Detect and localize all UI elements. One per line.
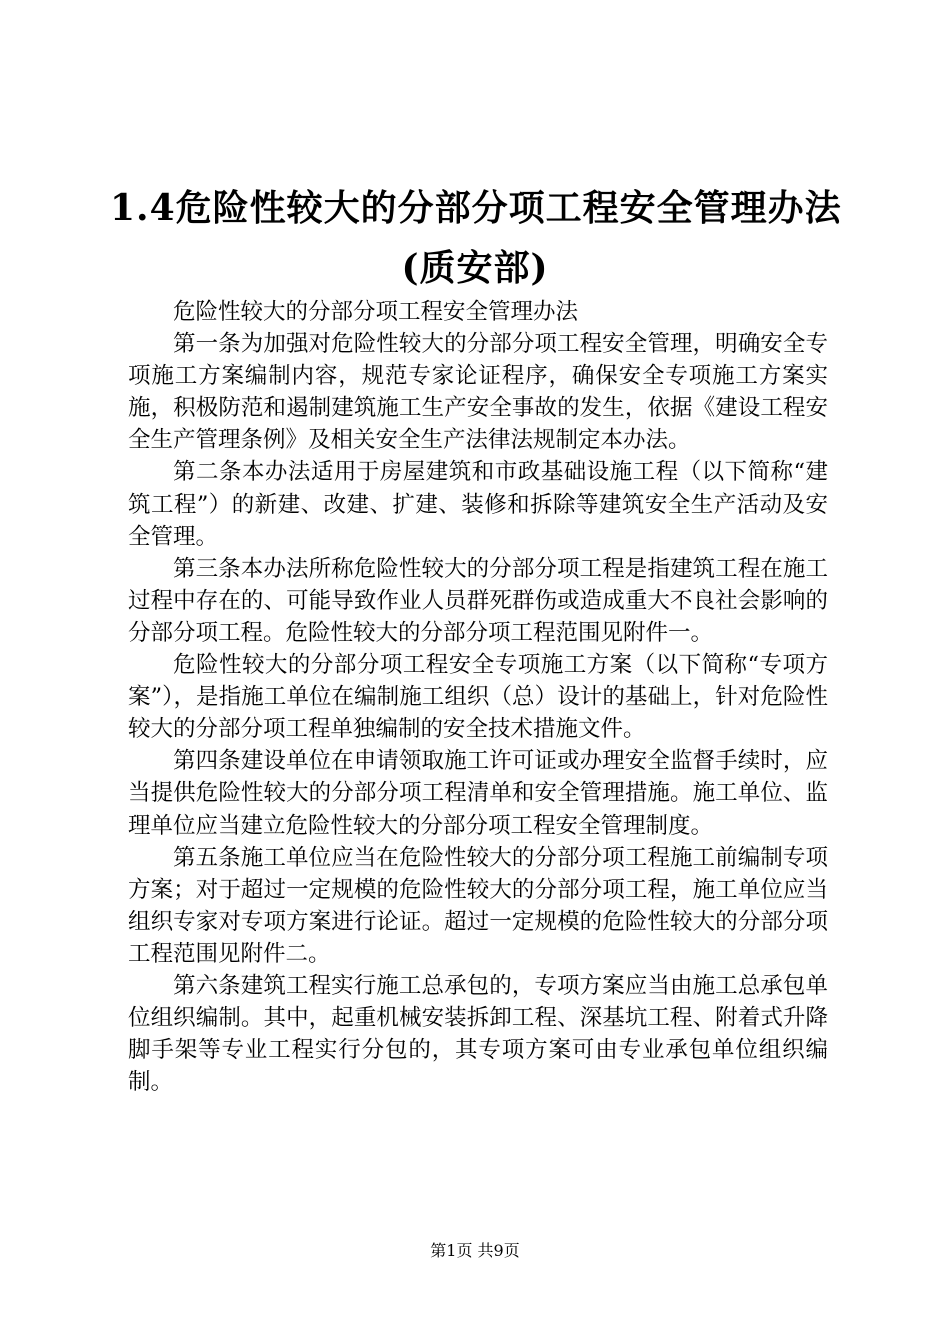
paragraph-article-4: 第四条建设单位在申请领取施工许可证或办理安全监督手续时，应当提供危险性较大的分部分项工程清单和安全管理措施。施工单位、监理单位应当建立危险性较大的分部分项工程安全管理制度。 [128,748,828,839]
paragraph-heading: 危险性较大的分部分项工程安全管理办法 [173,299,579,325]
document-subtitle: (质安部) [401,247,549,289]
paragraph-article-6: 第六条建筑工程实行施工总承包的，专项方案应当由施工总承包单位组织编制。其中，起重机械安装拆卸工程、深基坑工程、附着式升降脚手架等专业工程实行分包的，其专项方案可由专业承包单位组织编制。 [128,972,828,1096]
paragraph-article-1: 第一条为加强对危险性较大的分部分项工程安全管理，明确安全专项施工方案编制内容，规范专家论证程序，确保安全专项施工方案实施，积极防范和遏制建筑施工生产安全事故的发生，依据《建设工程安全生产管理条例》及相关安全生产法律法规制定本办法。 [128,331,828,454]
document-title: 1.4危险性较大的分部分项工程安全管理办法 [110,187,842,229]
page-number: 第1页 共9页 [430,1241,520,1260]
paragraph-article-3: 第三条本办法所称危险性较大的分部分项工程是指建筑工程在施工过程中存在的、可能导致作业人员群死群伤或造成重大不良社会影响的分部分项工程。危险性较大的分部分项工程范围见附件一。 [128,555,828,646]
paragraph-article-5: 第五条施工单位应当在危险性较大的分部分项工程施工前编制专项方案；对于超过一定规模的危险性较大的分部分项工程，施工单位应当组织专家对专项方案进行论证。超过一定规模的危险性较大的分部分项工程范围见附件二。 [128,844,828,967]
document-body [128,296,828,1098]
paragraph-article-2: 第二条本办法适用于房屋建筑和市政基础设施工程（以下简称“建筑工程”）的新建、改建、扩建、装修和拆除等建筑安全生产活动及安全管理。 [128,459,828,550]
paragraph-article-3-definition: 危险性较大的分部分项工程安全专项施工方案（以下简称“专项方案”），是指施工单位在编制施工组织（总）设计的基础上，针对危险性较大的分部分项工程单独编制的安全技术措施文件。 [128,652,828,743]
